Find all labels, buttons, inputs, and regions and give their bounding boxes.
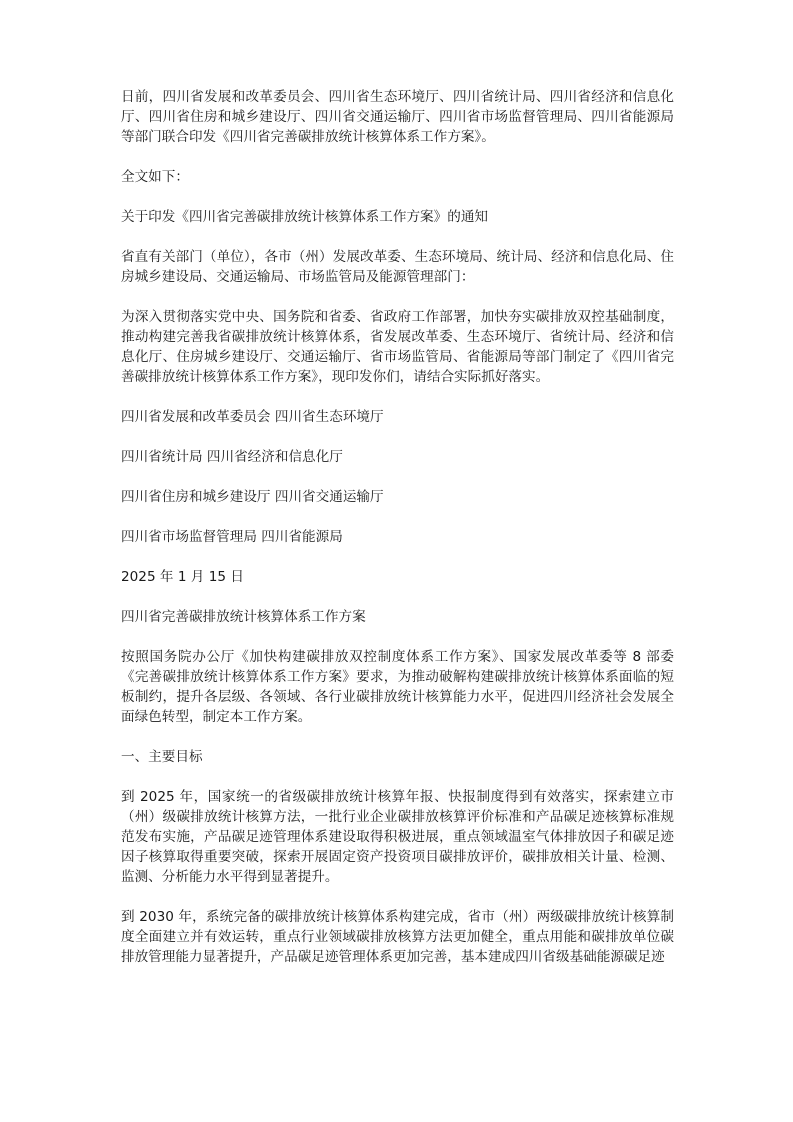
plan-preamble: 按照国务院办公厅《加快构建碳排放双控制度体系工作方案》、国家发展改革委等 8 部委《完善碳排放统计核算体系工作方案》要求，为推动破解构建碳排放统计核算体系面临的短板制约，提升各层级、各领域、各行业碳排放统计核算能力水平，促进四川经济社会发展全面绿色转型，制定本工作方案。 bbox=[121, 649, 674, 725]
section-heading-main-goals: 一、主要目标 bbox=[121, 749, 203, 765]
notice-title: 关于印发《四川省完善碳排放统计核算体系工作方案》的通知 bbox=[121, 209, 489, 225]
signatory-line-2: 四川省统计局 四川省经济和信息化厅 bbox=[121, 449, 343, 465]
signatory-line-4: 四川省市场监督管理局 四川省能源局 bbox=[121, 529, 343, 545]
intro-paragraph: 日前，四川省发展和改革委员会、四川省生态环境厅、四川省统计局、四川省经济和信息化厅、四川省住房和城乡建设厅、四川省交通运输厅、四川省市场监督管理局、四川省能源局等部门联合印发《四川省完善碳排放统计核算体系工作方案》。 bbox=[121, 89, 674, 145]
goal-2025: 到 2025 年，国家统一的省级碳排放统计核算年报、快报制度得到有效落实，探索建立市（州）级碳排放统计核算方法，一批行业企业碳排放核算评价标准和产品碳足迹核算标准规范发布实施，产品碳足迹管理体系建设取得积极进展，重点领域温室气体排放因子和碳足迹因子核算取得重要突破，探索开展固定资产投资项目碳排放评价，碳排放相关计量、检测、监测、分析能力水平得到显著提升。 bbox=[121, 789, 674, 885]
notice-body: 为深入贯彻落实党中央、国务院和省委、省政府工作部署，加快夯实碳排放双控基础制度，推动构建完善我省碳排放统计核算体系，省发展改革委、生态环境厅、省统计局、经济和信息化厅、住房城乡建设厅、交通运输厅、省市场监管局、省能源局等部门制定了《四川省完善碳排放统计核算体系工作方案》，现印发你们，请结合实际抓好落实。 bbox=[121, 309, 674, 385]
full-text-label: 全文如下： bbox=[121, 169, 189, 185]
signatory-line-3: 四川省住房和城乡建设厅 四川省交通运输厅 bbox=[121, 489, 384, 505]
issue-date: 2025 年 1 月 15 日 bbox=[121, 569, 244, 585]
goal-2030: 到 2030 年，系统完备的碳排放统计核算体系构建完成，省市（州）两级碳排放统计核算制度全面建立并有效运转，重点行业领域碳排放核算方法更加健全，重点用能和碳排放单位碳排放管理能力显著提升，产品碳足迹管理体系更加完善，基本建成四川省级基础能源碳足迹 bbox=[121, 909, 674, 965]
signatory-line-1: 四川省发展和改革委员会 四川省生态环境厅 bbox=[121, 409, 384, 425]
plan-title: 四川省完善碳排放统计核算体系工作方案 bbox=[121, 609, 366, 625]
document-body bbox=[121, 87, 674, 987]
addressee: 省直有关部门（单位），各市（州）发展改革委、生态环境局、统计局、经济和信息化局、住房城乡建设局、交通运输局、市场监管局及能源管理部门： bbox=[121, 249, 674, 285]
